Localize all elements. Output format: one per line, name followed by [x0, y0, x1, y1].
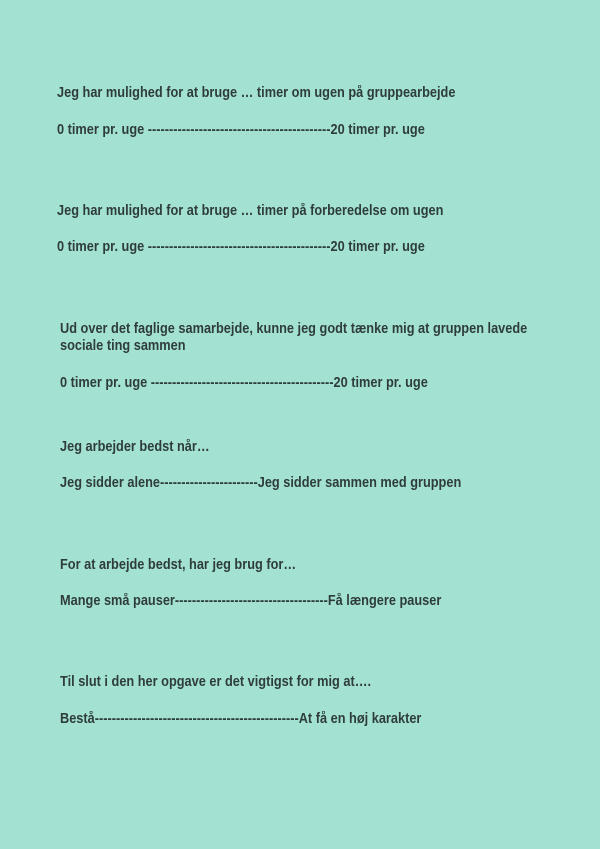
question-3-scale: 0 timer pr. uge -------------------------------------------20 timer pr. uge [60, 375, 428, 391]
question-4-scale: Jeg sidder alene-----------------------Jeg sidder sammen med gruppen [60, 475, 462, 491]
question-5-scale: Mange små pauser------------------------------------Få længere pauser [60, 593, 442, 609]
question-3-prompt: Ud over det faglige samarbejde, kunne jeg godt tænke mig at gruppen lavede sociale ting sammen [60, 321, 528, 354]
question-4-prompt: Jeg arbejder bedst når… [60, 439, 210, 455]
question-1-scale: 0 timer pr. uge -------------------------------------------20 timer pr. uge [57, 122, 425, 138]
question-5-prompt: For at arbejde bedst, har jeg brug for… [60, 557, 297, 573]
question-6-scale: Bestå------------------------------------------------At få en høj karakter [60, 711, 422, 727]
question-2-scale: 0 timer pr. uge -------------------------------------------20 timer pr. uge [57, 239, 425, 255]
question-1-prompt: Jeg har mulighed for at bruge … timer om ugen på gruppearbejde [57, 85, 456, 101]
question-6-prompt: Til slut i den her opgave er det vigtigst for mig at…. [60, 674, 372, 690]
question-2-prompt: Jeg har mulighed for at bruge … timer på forberedelse om ugen [57, 203, 444, 219]
